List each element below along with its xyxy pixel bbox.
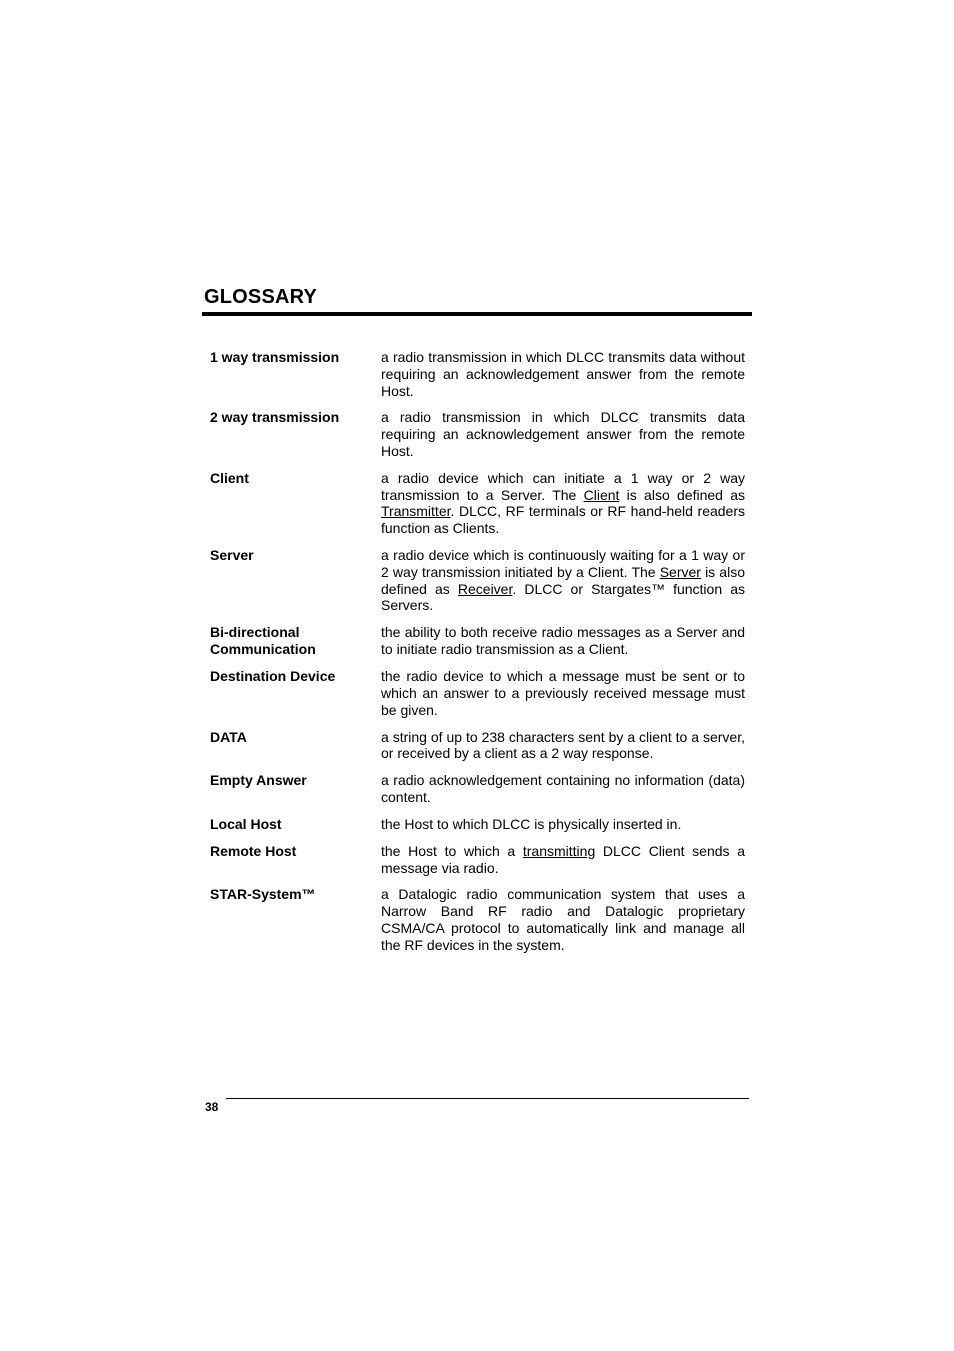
glossary-entry xyxy=(210,668,745,718)
glossary-term: DATA xyxy=(210,728,247,745)
glossary-term: Local Host xyxy=(210,815,282,832)
definition-underlined-term: Transmitter xyxy=(381,503,451,520)
glossary-term: Server xyxy=(210,546,254,563)
glossary-term: Remote Host xyxy=(210,842,297,859)
glossary-entry xyxy=(210,843,745,877)
definition-text: a radio device which can initiate a 1 way or 2 way transmission to a Server. The xyxy=(381,469,745,503)
title-divider xyxy=(202,312,752,316)
definition-underlined-term: Server xyxy=(659,563,701,580)
glossary-term: Bi-directional Communication xyxy=(210,624,316,658)
definition-text: is also defined as xyxy=(381,563,745,597)
definition-text: the ability to both receive radio messages as a Server and to initiate radio transmission as a Client. xyxy=(381,624,745,657)
glossary-entry xyxy=(210,816,745,833)
glossary-list xyxy=(210,349,745,964)
definition-text: a radio transmission in which DLCC transmits data requiring an acknowledgement answer from the remote Host. xyxy=(381,409,745,459)
glossary-definition xyxy=(381,624,745,658)
glossary-entry xyxy=(210,624,745,658)
glossary-term: 2 way transmission xyxy=(210,409,340,426)
glossary-definition xyxy=(381,886,745,953)
glossary-definition xyxy=(381,409,745,459)
definition-text: a radio transmission in which DLCC transmits data without requiring an acknowledgement answer from the remote Host. xyxy=(381,349,745,399)
definition-text: . DLCC or Stargates™ function as Servers. xyxy=(381,580,745,614)
definition-text: a radio device which is continuously waiting for a 1 way or 2 way transmission initiated by a Client. The xyxy=(381,546,745,580)
glossary-definition xyxy=(381,547,745,614)
glossary-definition xyxy=(381,772,745,806)
definition-text: the radio device to which a message must be sent or to which an answer to a previously received message must be given. xyxy=(381,668,745,718)
definition-text: DLCC Client sends a message via radio. xyxy=(381,842,745,876)
glossary-entry xyxy=(210,547,745,614)
glossary-term: Client xyxy=(210,469,249,486)
definition-underlined-term: Receiver xyxy=(457,580,513,597)
glossary-entry xyxy=(210,470,745,537)
definition-underlined-term: transmitting xyxy=(522,842,596,859)
glossary-entry xyxy=(210,409,745,459)
glossary-definition xyxy=(381,668,745,718)
glossary-term: Destination Device xyxy=(210,668,336,685)
glossary-definition xyxy=(381,729,745,763)
definition-underlined-term: Client xyxy=(583,486,620,503)
glossary-entry xyxy=(210,729,745,763)
definition-text: a radio acknowledgement containing no information (data) content. xyxy=(381,772,745,805)
glossary-entry xyxy=(210,349,745,399)
page-title: GLOSSARY xyxy=(204,286,318,308)
definition-text: the Host to which DLCC is physically inserted in. xyxy=(381,815,682,832)
glossary-entry xyxy=(210,886,745,953)
glossary-term: Empty Answer xyxy=(210,772,307,789)
glossary-term: 1 way transmission xyxy=(210,349,340,365)
page-number: 38 xyxy=(205,1100,219,1114)
definition-text: is also defined as xyxy=(619,486,745,503)
glossary-entry xyxy=(210,772,745,806)
definition-text: a string of up to 238 characters sent by a client to a server, or received by a client as a 2 way response. xyxy=(381,728,745,762)
definition-text: . DLCC, RF terminals or RF hand-held readers function as Clients. xyxy=(381,503,745,537)
definition-text: a Datalogic radio communication system that uses a Narrow Band RF radio and Datalogic proprietary CSMA/CA protocol to automatically link and manage all the RF devices in the system. xyxy=(381,886,745,953)
glossary-definition xyxy=(381,843,745,877)
definition-text: the Host to which a xyxy=(381,842,523,859)
footer-divider xyxy=(226,1098,749,1099)
glossary-definition xyxy=(381,816,745,833)
glossary-definition xyxy=(381,349,745,399)
glossary-definition xyxy=(381,470,745,537)
glossary-term: STAR-System™ xyxy=(210,886,316,903)
